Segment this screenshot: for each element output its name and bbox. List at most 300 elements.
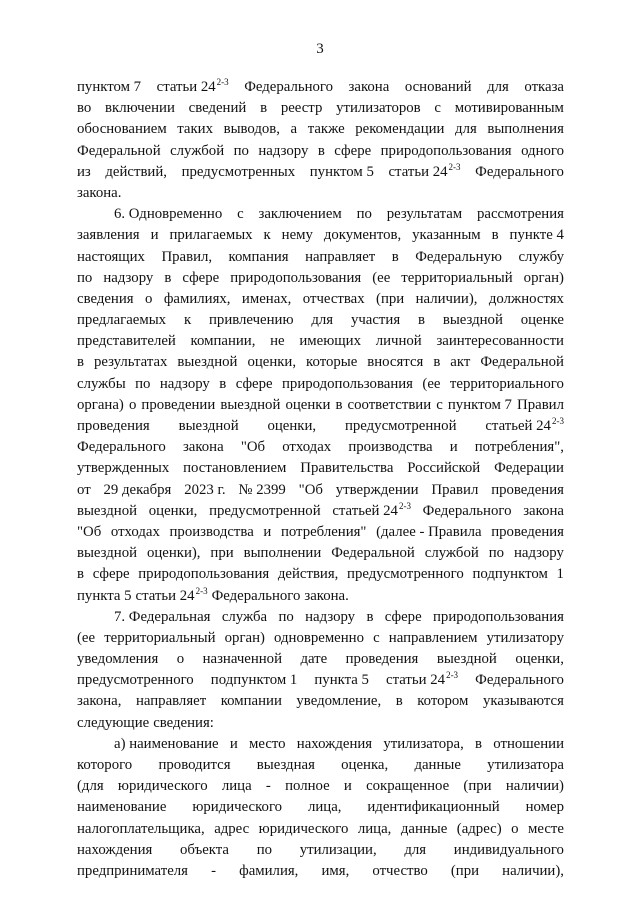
text-word: по [488,545,505,562]
text-word: Федеральной [331,545,415,562]
text-line [77,225,564,246]
text-word: пунктом 7 [77,79,142,95]
text-word: природопользования [282,375,413,392]
superscript: 2-3 [398,500,411,511]
text-word: нахождения [296,735,373,752]
text-word: отчество [372,862,428,879]
superscript: 2-3 [448,161,461,172]
text-word: о [511,820,519,837]
text-word: выездной [442,312,503,329]
text-word: производства [169,523,254,540]
text-word: для [487,79,509,95]
text-word: Федерального [475,672,564,689]
text-line [77,755,564,776]
text-word: в [164,269,172,286]
text-word: утверждении [335,481,419,498]
text-word: о [128,396,137,413]
text-line [77,480,564,501]
text-word: указанным [412,227,481,244]
text-word: компании [220,693,282,710]
text-word: объекта [180,841,230,858]
text-word: результатам [386,206,463,223]
text-word: для [311,312,334,329]
text-word: сфере [334,142,372,159]
text-word: включении [105,100,175,117]
text-word: сфере [92,566,130,583]
text-word: сокращенное [366,778,450,795]
text-word: действия, [277,566,339,583]
text-word: котором [417,693,469,710]
text-word: уведомление, [296,693,382,710]
text-line [77,501,564,522]
text-line [77,289,564,310]
text-word: в [433,354,441,371]
text-line [77,437,564,458]
text-word: место [249,735,286,752]
text-word: и [263,523,272,540]
text-word: дате [300,651,328,668]
text-word: по [135,375,151,392]
text-word: в [317,142,325,159]
text-word: закона. [77,184,122,201]
text-word: с [434,100,441,117]
text-word: - [265,778,271,795]
text-word: при [210,545,234,562]
text-word: органа) [77,396,124,413]
text-word: по [233,142,249,159]
text-word: 2023 г. [184,481,226,498]
text-word: и [229,735,238,752]
text-word: компания [228,248,289,265]
text-line [77,564,564,585]
text-word: налогоплательщика, [77,820,205,837]
text-word: юридического [258,820,349,837]
text-word: утилизации, [299,841,377,858]
text-word: выездная [256,757,315,773]
text-word: надзору [258,142,309,159]
text-word: которого [77,757,133,773]
text-word: природопользования [433,608,564,625]
text-word: территориального [449,375,564,392]
page-number: 3 [316,41,324,57]
text-word: (при [450,862,480,879]
text-word: именах, [241,290,292,307]
text-word: подпунктом [472,566,548,583]
text-word: уведомления [77,651,159,668]
text-line [77,247,564,268]
text-word: о [176,651,185,668]
text-word: выводов, [223,121,280,138]
text-word: оценки [285,396,331,413]
text-word: в [335,396,343,413]
text-word: к [263,227,271,244]
text-word: направлением [388,629,478,646]
text-word: имя, [321,862,350,879]
text-word: "Об [298,481,323,498]
text-word: "Об [240,439,266,456]
text-word: отношении [493,735,564,752]
text-word: идентификационный [367,799,500,816]
text-word: закона, [77,693,122,710]
text-word: статьи 24$^{2-3}$ [135,585,208,604]
text-word: нему [281,227,313,244]
text-line [77,586,564,607]
text-word: также [307,121,345,138]
text-word: (ее [372,269,391,286]
text-word: в [366,608,374,625]
text-word: отходах [282,439,332,456]
text-word: по [356,206,372,223]
text-word: 29 декабря [103,481,172,498]
text-word: наличии) [505,778,564,795]
text-word: одного [521,142,564,159]
text-word: Федеральной [480,354,564,371]
text-word: 1 [556,566,564,583]
text-word: которые [306,354,358,371]
text-word: проводится [158,757,231,773]
text-word: индивидуального [453,841,564,858]
text-word: оценки, [247,354,297,371]
text-word: адрес [214,820,250,837]
text-word: юридического [192,799,283,816]
text-word: наличии), [502,862,564,879]
text-word: службу [518,248,564,265]
text-word: (для [77,778,104,795]
superscript: 2-3 [446,670,459,681]
text-word: службой [170,142,225,159]
text-word: данные [400,820,448,837]
text-line [77,628,564,649]
text-line [77,543,564,564]
text-word: закона [523,502,564,519]
text-word: статьей 24$^{2-3}$ [485,416,564,434]
text-word: юридического [117,778,208,795]
text-word: направляет [305,248,376,265]
text-word: выездной [177,354,238,371]
text-word: пункта 5 [77,587,132,604]
text-word: в [77,354,84,371]
text-line [77,77,564,98]
text-word: данные [414,757,461,773]
text-word: выездной [77,502,138,519]
text-word: потребления", [474,439,564,456]
text-line [77,797,564,818]
text-word: документов, [323,227,402,244]
text-word: утилизаторов [336,100,421,117]
superscript: 2-3 [195,585,208,596]
text-word: и [150,227,159,244]
text-word: и [343,778,352,795]
text-word: указываются [482,693,564,710]
text-word: надзору [103,269,154,286]
text-word: Федерального [244,79,333,95]
text-word: природопользования [138,566,270,583]
text-word: участия [350,312,401,329]
text-word: не [270,333,285,350]
text-word: закона [182,439,224,456]
text-word: к [183,312,192,329]
text-word: орган) [224,629,265,646]
text-word: оценки, [267,418,317,434]
text-line [77,840,564,861]
text-line [77,670,564,691]
text-word: производства [348,439,433,456]
text-word: (ее [422,375,441,392]
text-word: одновременно [274,629,364,646]
text-word: утилизатора, [383,735,464,752]
text-word: сведения: [153,714,214,731]
text-line [77,204,564,225]
text-line [77,374,564,395]
text-line [77,522,564,543]
text-word: в [475,735,483,752]
text-word: по [256,841,273,858]
text-word: обоснованием [77,121,167,138]
text-word: пункте 4 [509,227,564,244]
text-word: статьи 24$^{2-3}$ [388,161,461,180]
text-word: оценка, [341,757,389,773]
text-word: личной [375,333,422,350]
text-word: лица, [357,820,392,837]
text-word: потребления" [280,523,367,540]
text-line [77,162,564,183]
text-word: прилагаемых [169,227,253,244]
text-word: надзору [513,545,564,562]
text-line [77,183,564,204]
text-word: отказа [524,79,564,95]
text-word: соответствии [347,396,432,413]
text-word: для [455,121,477,138]
text-word: сфере [235,375,273,392]
text-word: для [404,841,427,858]
text-line [77,310,564,331]
text-word: Федерального [77,439,166,456]
text-word: в [77,566,84,583]
text-line [77,776,564,797]
superscript: 2-3 [551,416,564,427]
text-word: и [449,439,458,456]
text-word: Правил, [161,248,213,265]
text-word: мотивированным [454,100,564,117]
text-line [77,119,564,140]
text-word: в [260,100,268,117]
text-word: с [237,206,244,223]
text-word: в [219,375,227,392]
text-word: надзору [159,375,210,392]
text-word: рассмотрения [477,206,564,223]
text-word: (адрес) [456,820,502,837]
text-word: Правительства [300,460,394,477]
text-word: назначенной [202,651,282,668]
text-word: привлечению [209,312,294,329]
text-word: статьи 24$^{2-3}$ [386,670,459,689]
text-word: а [290,121,298,138]
text-word: "Об [77,523,102,540]
text-word: сфере [384,608,422,625]
text-word: номер [525,799,564,816]
text-word: утилизатору [486,629,564,646]
text-word: оценки, [515,651,564,668]
text-line [77,458,564,479]
text-word: статьи 24$^{2-3}$ [156,77,229,95]
text-word: отчествах [302,290,365,307]
text-word: таких [177,121,214,138]
text-line [77,819,564,840]
text-word: оценки, [148,502,198,519]
text-word: действий, [105,163,167,180]
text-word: природопользования [380,142,512,159]
text-word: (далее - Правила [376,523,482,540]
text-word: от [77,481,91,498]
text-word: Федерального [475,163,564,180]
text-word: наличии), [415,290,478,307]
text-word: пунктом 5 [309,163,374,180]
text-word: служба [221,608,268,625]
text-word: сфере [182,269,220,286]
text-word: Российской [407,460,481,477]
text-word: реестр [280,100,323,117]
text-line [77,649,564,670]
text-word: закона. [304,587,349,604]
text-line [77,141,564,162]
text-word: фамилиях, [163,290,231,307]
text-word: лица, [307,799,342,816]
text-word: предлагаемых [77,312,167,329]
text-word: наименование [77,799,167,816]
text-word: проведения [491,523,564,540]
text-word: акт [450,354,471,371]
text-word: выездной [436,651,497,668]
text-word: имеющих [299,333,361,350]
text-line [77,416,564,437]
text-word: сведений [188,100,247,117]
text-line [77,98,564,119]
text-word: территориальный [104,629,216,646]
text-word: предпринимателя [77,862,188,879]
text-word: сведения [77,290,134,307]
text-word: настоящих [77,248,145,265]
text-word: а) наименование [114,735,219,752]
text-word: в [491,227,499,244]
text-line [77,861,564,882]
text-word: по [77,269,93,286]
text-word: следующие [77,714,150,731]
text-word: предусмотренной [209,502,321,519]
text-word: выездной [77,545,138,562]
text-word: о [145,290,153,307]
text-word: фамилия, [239,862,299,879]
text-word: статьей 24$^{2-3}$ [332,500,411,519]
text-word: орган) [523,269,564,286]
text-word: с [436,396,443,413]
document-body [77,77,564,882]
text-word: оснований [404,79,472,95]
text-word: службы [77,375,126,392]
text-word: вносятся [367,354,424,371]
text-line [77,691,564,712]
text-word: направляет [135,693,207,710]
text-word: заинтересованности [436,333,564,350]
text-word: лица [221,778,252,795]
text-word: компании, [190,333,256,350]
text-word: пунктом 7 [447,396,512,413]
text-word: оценки), [146,545,201,562]
text-word: надзору [305,608,356,625]
text-word: полное [285,778,330,795]
text-word: отходах [110,523,160,540]
text-line [77,713,564,734]
text-line [77,331,564,352]
text-word: № 2399 [238,481,286,498]
text-word: проведении [141,396,216,413]
text-word: проведения [491,481,564,498]
text-line [77,268,564,289]
text-word: оценке [520,312,564,329]
text-word: (ее [77,629,96,646]
text-word: предусмотренного [77,672,194,689]
text-word: в [391,248,399,265]
text-word: результатах [93,354,168,371]
text-word: нахождения [77,841,153,858]
text-word: подпунктом 1 [210,672,298,689]
superscript: 2-3 [216,77,229,88]
text-word: проведения [345,651,419,668]
text-word: в [417,312,425,329]
text-word: 6. Одновременно [114,206,223,223]
text-word: заключением [258,206,342,223]
text-word: службой [424,545,479,562]
text-line [77,607,564,628]
text-word: по [278,608,294,625]
text-word: - [211,862,217,879]
text-word: выполнении [243,545,322,562]
text-word: выполнения [487,121,564,138]
text-line [77,395,564,416]
text-word: Федеральную [415,248,502,265]
text-word: Федеральной [77,142,161,159]
text-word: Федерации [494,460,564,477]
text-word: выездной [220,396,281,413]
text-word: природопользования [230,269,362,286]
text-word: выездной [178,418,239,434]
text-word: Федерального [211,587,301,604]
text-word: заявления [77,227,140,244]
text-word: постановлением [183,460,287,477]
text-word: во [77,100,92,117]
text-word: с [373,629,380,646]
text-word: территориальный [401,269,513,286]
text-word: пункта 5 [314,672,369,689]
text-word: закона [348,79,390,95]
text-word: предусмотренной [344,418,457,434]
text-word: из [77,163,91,180]
text-word: Правил [431,481,479,498]
text-word: месте [528,820,564,837]
text-word: представителей [77,333,176,350]
text-word: (при [376,290,405,307]
text-word: (при [463,778,492,795]
text-word: Правил [517,396,564,413]
text-word: рекомендации [355,121,445,138]
text-word: предусмотренных [181,163,296,180]
text-word: утилизатора [487,757,564,773]
text-word: 7. Федеральная [114,608,211,625]
text-word: проведения [77,418,150,434]
text-word: Федерального [422,502,512,519]
text-word: утвержденных [77,460,170,477]
text-word: должностях [488,290,564,307]
text-word: в [395,693,403,710]
